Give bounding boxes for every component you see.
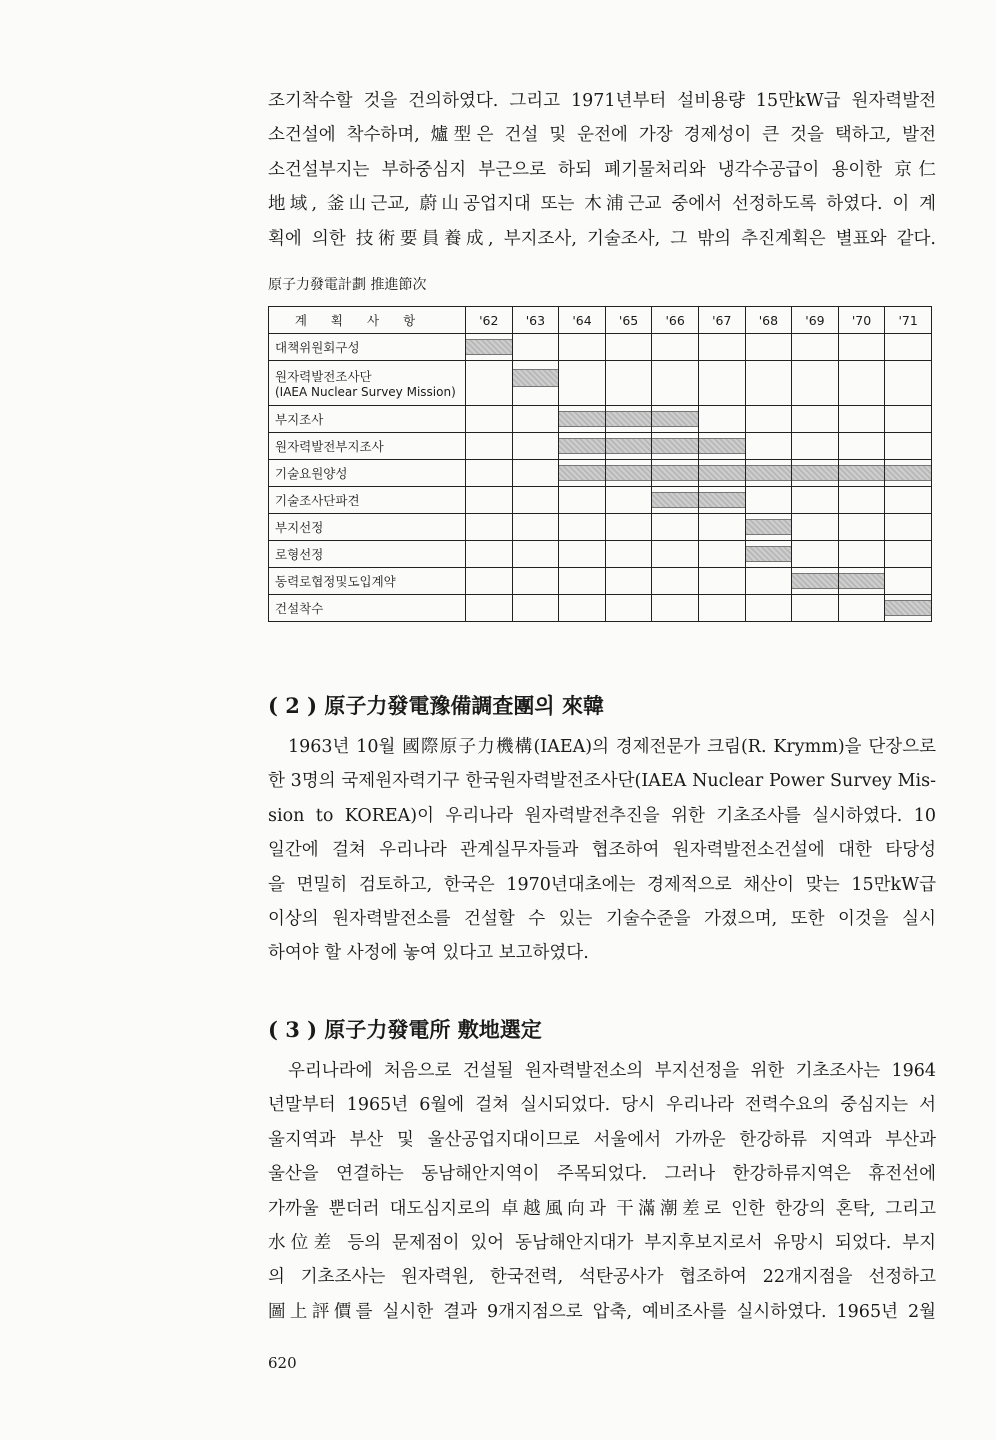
year-cell: [466, 541, 513, 568]
year-cell: [605, 568, 652, 595]
year-cell: [792, 334, 839, 361]
text-line: 우리나라에 처음으로 건설될 원자력발전소의 부지선정을 위한 기초조사는 1964: [288, 1061, 936, 1081]
paragraph-3: [268, 1054, 936, 1329]
table-body: [269, 334, 932, 622]
text-line: 1963년 10월 國際原子力機構(IAEA)의 경제전문가 크림(R. Krymm)을 단장으로: [288, 737, 936, 757]
year-cell: [792, 568, 839, 595]
row-label-subtext: (IAEA Nuclear Survey Mission): [275, 385, 456, 399]
header-year: '66: [652, 307, 699, 334]
year-cell: [466, 361, 513, 406]
year-cell: [512, 460, 559, 487]
year-cell: [605, 595, 652, 622]
row-label-text: 부지조사: [275, 412, 324, 427]
row-label: [269, 514, 466, 541]
year-cell: [745, 514, 792, 541]
schedule-bar: [746, 519, 792, 535]
year-cell: [466, 595, 513, 622]
year-cell: [559, 334, 606, 361]
table-row: [269, 406, 932, 433]
schedule-bar: [839, 465, 885, 481]
year-cell: [745, 568, 792, 595]
row-label-text: 동력로협정및도입계약: [275, 574, 396, 589]
text-line: 圖上評價를 실시한 결과 9개지점으로 압축, 예비조사를 실시하였다. 1965년 2월: [268, 1301, 936, 1322]
year-cell: [652, 595, 699, 622]
text-line: 년말부터 1965년 6월에 걸쳐 실시되었다. 당시 우리나라 전력수요의 중심지는 서: [268, 1095, 936, 1116]
year-cell: [559, 541, 606, 568]
section-heading-3: ( 3 ) 原子力發電所 敷地選定: [268, 1017, 542, 1042]
row-label: [269, 541, 466, 568]
schedule-bar: [699, 465, 745, 481]
year-cell: [466, 487, 513, 514]
row-label-text: 대책위원회구성: [275, 340, 360, 355]
table-row: [269, 361, 932, 406]
year-cell: [559, 433, 606, 460]
year-cell: [605, 487, 652, 514]
schedule-bar: [652, 465, 698, 481]
table-row: [269, 514, 932, 541]
year-cell: [745, 433, 792, 460]
text-line: 소건설에 착수하며, 爐型은 건설 및 운전에 가장 경제성이 큰 것을 택하고, 발전: [268, 125, 936, 146]
year-cell: [698, 487, 745, 514]
year-cell: [838, 460, 885, 487]
row-label-text: 원자력발전조사단: [275, 369, 372, 384]
year-cell: [885, 334, 932, 361]
text-line: sion to KOREA)이 우리나라 원자력발전추진을 위한 기초조사를 실시하였다. 10: [268, 805, 936, 826]
table-row: [269, 568, 932, 595]
year-cell: [745, 460, 792, 487]
year-cell: [698, 568, 745, 595]
year-cell: [838, 514, 885, 541]
year-cell: [605, 460, 652, 487]
schedule-bar: [466, 339, 512, 355]
text-line: 소건설부지는 부하중심지 부근으로 하되 폐기물처리와 냉각수공급이 용이한 京仁: [268, 159, 936, 180]
section-heading-2: ( 2 ) 原子力發電豫備調査團의 來韓: [268, 693, 605, 718]
schedule-bar: [652, 438, 698, 454]
year-cell: [652, 541, 699, 568]
header-year: '67: [698, 307, 745, 334]
year-cell: [838, 595, 885, 622]
row-label-text: 로형선정: [275, 547, 324, 562]
year-cell: [745, 361, 792, 406]
header-year: '70: [838, 307, 885, 334]
header-year: '68: [745, 307, 792, 334]
year-cell: [792, 433, 839, 460]
row-label: [269, 361, 466, 406]
header-year: '64: [559, 307, 606, 334]
schedule-bar: [792, 573, 838, 589]
year-cell: [885, 406, 932, 433]
year-cell: [466, 406, 513, 433]
year-cell: [559, 568, 606, 595]
year-cell: [466, 334, 513, 361]
year-cell: [838, 541, 885, 568]
year-cell: [838, 433, 885, 460]
year-cell: [745, 334, 792, 361]
year-cell: [792, 514, 839, 541]
year-cell: [885, 568, 932, 595]
text-line: 을 면밀히 검토하고, 한국은 1970년대초에는 경제적으로 채산이 맞는 15만kW급: [268, 874, 936, 895]
year-cell: [652, 406, 699, 433]
schedule-bar: [559, 438, 605, 454]
year-cell: [605, 514, 652, 541]
year-cell: [512, 433, 559, 460]
year-cell: [512, 541, 559, 568]
year-cell: [512, 595, 559, 622]
page-number: 620: [268, 1354, 297, 1372]
text-line: 울지역과 부산 및 울산공업지대이므로 서울에서 가까운 한강하류 지역과 부산과: [268, 1129, 936, 1150]
header-year: '62: [466, 307, 513, 334]
year-cell: [792, 595, 839, 622]
year-cell: [512, 487, 559, 514]
table-header-row: [269, 307, 932, 334]
year-cell: [559, 487, 606, 514]
year-cell: [838, 334, 885, 361]
header-year: '71: [885, 307, 932, 334]
year-cell: [838, 406, 885, 433]
year-cell: [698, 433, 745, 460]
text-line: 조기착수할 것을 건의하였다. 그리고 1971년부터 설비용량 15만kW급 원자력발전: [268, 91, 936, 111]
schedule-bar: [885, 600, 931, 616]
schedule-bar: [746, 546, 792, 562]
year-cell: [838, 487, 885, 514]
row-label-text: 부지선정: [275, 520, 324, 535]
paragraph-2: [268, 730, 936, 971]
year-cell: [885, 361, 932, 406]
year-cell: [512, 406, 559, 433]
year-cell: [652, 433, 699, 460]
year-cell: [605, 361, 652, 406]
year-cell: [885, 460, 932, 487]
year-cell: [466, 514, 513, 541]
text-line: 의 기초조사는 원자력원, 한국전력, 석탄공사가 협조하여 22개지점을 선정하고: [268, 1267, 936, 1288]
schedule-bar: [606, 465, 652, 481]
schedule-bar: [746, 465, 792, 481]
text-line: 일간에 걸쳐 우리나라 관계실무자들과 협조하여 원자력발전소건설에 대한 타당성: [268, 840, 936, 861]
year-cell: [885, 433, 932, 460]
table-row: [269, 487, 932, 514]
row-label-text: 원자력발전부지조사: [275, 439, 384, 454]
year-cell: [559, 406, 606, 433]
table-caption: 原子力發電計劃 推進節次: [268, 277, 427, 293]
year-cell: [745, 487, 792, 514]
paragraph-1: [268, 84, 936, 256]
year-cell: [792, 460, 839, 487]
year-cell: [792, 361, 839, 406]
year-cell: [466, 568, 513, 595]
schedule-bar: [699, 492, 745, 508]
schedule-bar: [513, 369, 559, 387]
year-cell: [652, 568, 699, 595]
text-line: 하여야 할 사정에 놓여 있다고 보고하였다.: [268, 943, 589, 964]
year-cell: [698, 541, 745, 568]
year-cell: [466, 433, 513, 460]
plan-schedule-table: [268, 306, 932, 622]
year-cell: [745, 595, 792, 622]
year-cell: [605, 541, 652, 568]
year-cell: [559, 595, 606, 622]
year-cell: [652, 487, 699, 514]
row-label: [269, 334, 466, 361]
year-cell: [792, 541, 839, 568]
year-cell: [512, 514, 559, 541]
row-label: [269, 568, 466, 595]
schedule-bar: [652, 492, 698, 508]
row-label-text: 기술요원양성: [275, 466, 348, 481]
text-line: 水位差 등의 문제점이 있어 동남해안지대가 부지후보지로서 유망시 되었다. 부지: [268, 1233, 936, 1254]
year-cell: [466, 460, 513, 487]
year-cell: [512, 334, 559, 361]
table-row: [269, 460, 932, 487]
year-cell: [605, 433, 652, 460]
row-label: [269, 406, 466, 433]
table-row: [269, 433, 932, 460]
year-cell: [698, 334, 745, 361]
schedule-bar: [606, 411, 652, 427]
year-cell: [838, 568, 885, 595]
row-label: [269, 595, 466, 622]
year-cell: [652, 460, 699, 487]
header-year: '65: [605, 307, 652, 334]
schedule-bar: [699, 438, 745, 454]
year-cell: [512, 568, 559, 595]
row-label-text: 건설착수: [275, 601, 324, 616]
header-plan-items: 계획사항: [269, 307, 466, 334]
table-row: [269, 541, 932, 568]
year-cell: [559, 361, 606, 406]
year-cell: [745, 406, 792, 433]
text-line: 가까울 뿐더러 대도심지로의 卓越風向과 干滿潮差로 인한 한강의 혼탁, 그리고: [268, 1198, 936, 1219]
year-cell: [559, 514, 606, 541]
row-label-text: 기술조사단파견: [275, 493, 360, 508]
schedule-bar: [559, 411, 605, 427]
schedule-bar: [839, 573, 885, 589]
year-cell: [885, 541, 932, 568]
table-row: [269, 334, 932, 361]
year-cell: [885, 514, 932, 541]
text-line: 이상의 원자력발전소를 건설할 수 있는 기술수준을 가졌으며, 또한 이것을 실시: [268, 909, 936, 930]
year-cell: [885, 487, 932, 514]
row-label: [269, 460, 466, 487]
row-label: [269, 433, 466, 460]
schedule-bar: [792, 465, 838, 481]
schedule-bar: [559, 465, 605, 481]
year-cell: [698, 406, 745, 433]
year-cell: [652, 361, 699, 406]
text-line: 울산을 연결하는 동남해안지역이 주목되었다. 그러나 한강하류지역은 휴전선에: [268, 1164, 936, 1185]
table-row: [269, 595, 932, 622]
year-cell: [792, 406, 839, 433]
year-cell: [838, 361, 885, 406]
year-cell: [698, 361, 745, 406]
year-cell: [559, 460, 606, 487]
year-cell: [698, 595, 745, 622]
text-line: 한 3명의 국제원자력기구 한국원자력발전조사단(IAEA Nuclear Power Survey Mis-: [268, 771, 936, 792]
text-line: 획에 의한 技術要員養成, 부지조사, 기술조사, 그 밖의 추진계획은 별표와 같다.: [268, 228, 936, 249]
header-year: '63: [512, 307, 559, 334]
year-cell: [885, 595, 932, 622]
year-cell: [652, 514, 699, 541]
schedule-bar: [606, 438, 652, 454]
schedule-bar: [652, 411, 698, 427]
year-cell: [698, 460, 745, 487]
year-cell: [792, 487, 839, 514]
year-cell: [745, 541, 792, 568]
text-line: 地域, 釜山근교, 蔚山공업지대 또는 木浦근교 중에서 선정하도록 하였다. 이 계: [268, 194, 936, 215]
header-year: '69: [792, 307, 839, 334]
year-cell: [605, 334, 652, 361]
year-cell: [605, 406, 652, 433]
year-cell: [652, 334, 699, 361]
year-cell: [512, 361, 559, 406]
year-cell: [698, 514, 745, 541]
schedule-bar: [885, 465, 931, 481]
row-label: [269, 487, 466, 514]
